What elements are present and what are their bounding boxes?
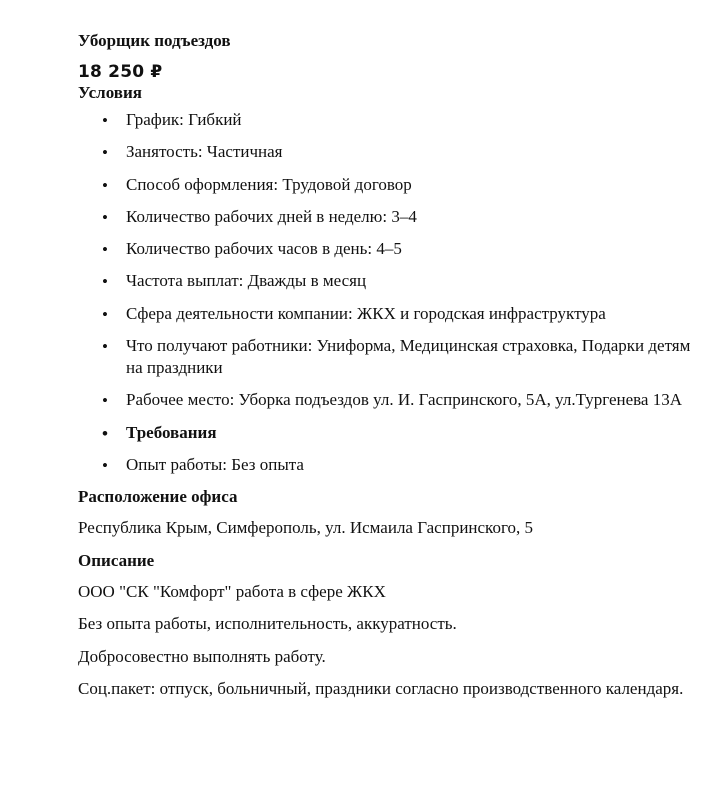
condition-item <box>78 335 708 379</box>
condition-item <box>78 238 708 260</box>
condition-text: Требования <box>126 422 217 442</box>
condition-text: Что получают работники: Униформа, Медицинская страховка, Подарки детям на праздники <box>126 336 691 378</box>
description-body <box>78 581 708 701</box>
conditions-heading: Условия <box>78 83 142 102</box>
description-heading: Описание <box>78 550 155 570</box>
salary-amount: 18 250 ₽ <box>78 62 163 82</box>
bullet-icon: • <box>102 143 108 163</box>
description-paragraph: ООО "СК "Комфорт" работа в сфере ЖКХ <box>78 581 386 601</box>
bullet-icon: • <box>102 111 108 130</box>
condition-text: Количество рабочих дней в неделю: 3–4 <box>126 206 417 226</box>
requirements-subheading <box>78 422 708 444</box>
description-paragraph: Добросовестно выполнять работу. <box>78 646 326 666</box>
bullet-icon: • <box>102 175 108 195</box>
condition-item <box>78 109 708 131</box>
condition-text: Частота выплат: Дважды в месяц <box>126 271 367 291</box>
bullet-icon: • <box>102 272 108 292</box>
bullet-icon: • <box>102 207 108 227</box>
condition-text: Сфера деятельности компании: ЖКХ и городская инфраструктура <box>126 303 606 323</box>
bullet-icon: • <box>102 391 108 411</box>
condition-text: Занятость: Частичная <box>126 142 283 162</box>
condition-text: График: Гибкий <box>126 110 242 129</box>
job-posting <box>78 30 708 711</box>
condition-text: Рабочее место: Уборка подъездов ул. И. Гаспринского, 5А, ул.Тургенева 13А <box>126 390 683 410</box>
condition-text: Способ оформления: Трудовой договор <box>126 174 412 194</box>
condition-item <box>78 206 708 228</box>
bullet-icon: • <box>102 337 108 357</box>
conditions-list <box>78 109 708 476</box>
bullet-icon: • <box>102 423 108 443</box>
description-paragraph: Соц.пакет: отпуск, больничный, праздники согласно производственного календаря. <box>78 679 684 699</box>
condition-item <box>78 454 708 476</box>
condition-item <box>78 303 708 325</box>
condition-text: Опыт работы: Без опыта <box>126 454 304 474</box>
job-title: Уборщик подъездов <box>78 31 231 50</box>
condition-item <box>78 141 708 163</box>
condition-item <box>78 389 708 411</box>
bullet-icon: • <box>102 455 108 475</box>
condition-item <box>78 174 708 196</box>
bullet-icon: • <box>102 240 108 260</box>
condition-item <box>78 270 708 292</box>
office-heading: Расположение офиса <box>78 487 238 507</box>
office-address: Республика Крым, Симферополь, ул. Исмаила Гаспринского, 5 <box>78 518 534 538</box>
condition-text: Количество рабочих часов в день: 4–5 <box>126 239 402 259</box>
description-paragraph: Без опыта работы, исполнительность, аккуратность. <box>78 614 457 634</box>
bullet-icon: • <box>102 304 108 324</box>
